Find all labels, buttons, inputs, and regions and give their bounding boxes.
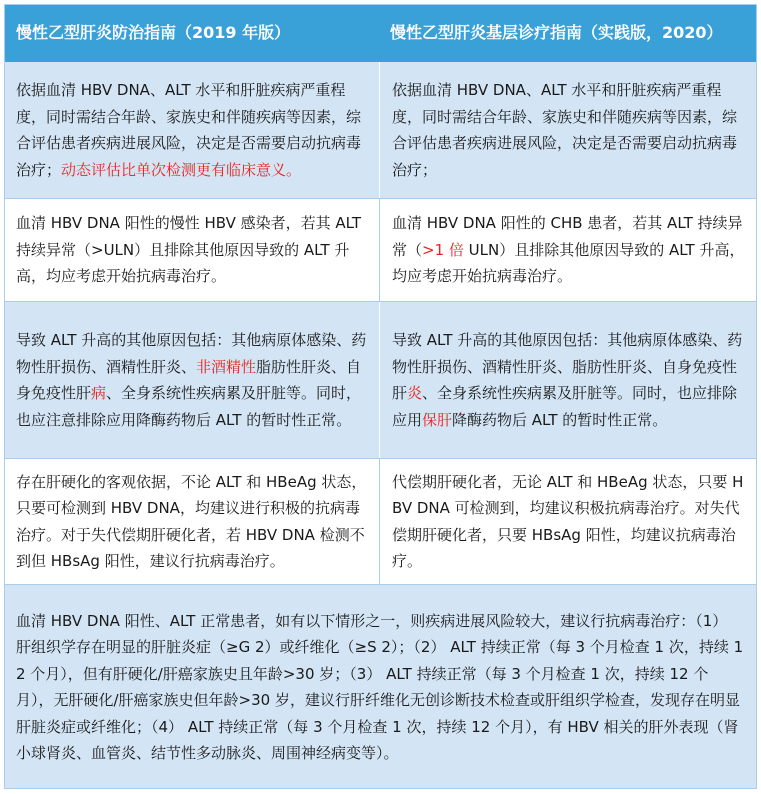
table-row	[4, 62, 757, 198]
table-row	[4, 459, 757, 584]
row3-right-text-mid: 、全身系统性疾病累及肝脏等。同时，也应排除应用	[392, 384, 738, 429]
row1-left-text: 依据血清 HBV DNA、ALT 水平和肝脏疾病严重程度，同时需结合年龄、家族史和伴随疾病等因素，综合评估患者疾病进展风险，决定是否需要启动抗病毒治疗；	[16, 81, 362, 179]
row2-right-highlight: >1 倍	[422, 240, 464, 259]
row1-left	[4, 62, 379, 198]
row1-right	[380, 62, 757, 198]
table-row	[4, 199, 757, 301]
row3-left-text-end: 、全身系统性疾病累及肝脏等。同时，也应注意排除应用降酶药物后 ALT 的暂时性正常。	[16, 384, 362, 429]
row3-right-highlight: 炎	[407, 384, 423, 402]
row3-left-highlight-2: 病	[91, 384, 107, 402]
row1-left-highlight: 动态评估比单次检测更有临床意义。	[61, 160, 302, 179]
row3-right-highlight-2: 保肝	[422, 410, 453, 429]
table-header	[4, 4, 757, 62]
row2-right-text-end: ULN）且排除其他原因导致的 ALT 升高，均应考虑开始抗病毒治疗。	[392, 240, 745, 286]
row1-right-text: 依据血清 HBV DNA、ALT 水平和肝脏疾病严重程度，同时需结合年龄、家族史和伴随疾病等因素，综合评估患者疾病进展风险，决定是否需要启动抗病毒治疗；	[392, 81, 738, 179]
row3-left-text-mid: 脂肪性肝炎、自身免疫性肝	[16, 357, 362, 402]
comparison-table	[4, 4, 757, 789]
footer-text: 血清 HBV DNA 阳性、ALT 正常患者，如有以下情形之一，则疾病进展风险较大，建议行抗病毒治疗：（1） 肝组织学存在明显的肝脏炎症（≥G 2）或纤维化（≥S 2）；（2） ALT 持续正常（每 3 个月检查 1 次，持续 12 个月），但有肝硬化/肝癌家族史且年龄>30 岁；（3） ALT 持续正常（每 3 个月检查 1 次，持续 12 个月），无肝硬化/肝癌家族史但年龄>30 岁，建议行肝纤维化无创诊断技术检查或肝组织学检查，发现存在明显肝脏炎症或纤维化；（4） ALT 持续正常（每 3 个月检查 1 次，持续 12 个月），有 HBV 相关的肝外表现（肾小球肾炎、血管炎、结节性多动脉炎、周围神经病变等）。	[16, 611, 744, 762]
table-row	[4, 302, 757, 458]
table-footer-row	[4, 585, 757, 789]
row3-left-highlight: 非酒精性	[196, 357, 257, 376]
row3-left-text: 导致 ALT 升高的其他原因包括：其他病原体感染、药物性肝损伤、酒精性肝炎、	[16, 331, 367, 376]
row4-right	[380, 459, 757, 584]
header-right	[380, 4, 757, 62]
header-right-text: 慢性乙型肝炎基层诊疗指南（实践版，2020）	[390, 22, 723, 42]
row4-left	[4, 459, 379, 584]
row2-right	[380, 199, 757, 301]
row3-left	[4, 302, 379, 458]
footer-cell	[4, 585, 757, 789]
header-left-text: 慢性乙型肝炎防治指南（2019 年版）	[16, 22, 291, 42]
row2-left	[4, 199, 379, 301]
row4-left-text: 存在肝硬化的客观依据，不论 ALT 和 HBeAg 状态，只要可检测到 HBV DNA，均建议进行积极的抗病毒治疗。对于失代偿期肝硬化者，若 HBV DNA 检测不到但 HBsAg 阳性，建议行抗病毒治疗。	[16, 472, 367, 570]
row3-right	[380, 302, 757, 458]
row3-right-text: 导致 ALT 升高的其他原因包括：其他病原体感染、药物性肝损伤、酒精性肝炎、脂肪性肝炎、自身免疫性肝	[392, 331, 743, 402]
header-left	[4, 4, 379, 62]
row4-right-text: 代偿期肝硬化者，无论 ALT 和 HBeAg 状态，只要 HBV DNA 可检测到，均建议积极抗病毒治疗。对失代偿期肝硬化者，只要 HBsAg 阳性，均建议抗病毒治疗。	[392, 472, 744, 570]
row2-right-text: 血清 HBV DNA 阳性的 CHB 患者，若其 ALT 持续异常（	[392, 214, 743, 259]
row3-right-text-end: 降酶药物后 ALT 的暂时性正常。	[452, 410, 668, 429]
row2-left-text: 血清 HBV DNA 阳性的慢性 HBV 感染者，若其 ALT 持续异常（>ULN）且排除其他原因导致的 ALT 升高，均应考虑开始抗病毒治疗。	[16, 214, 362, 286]
